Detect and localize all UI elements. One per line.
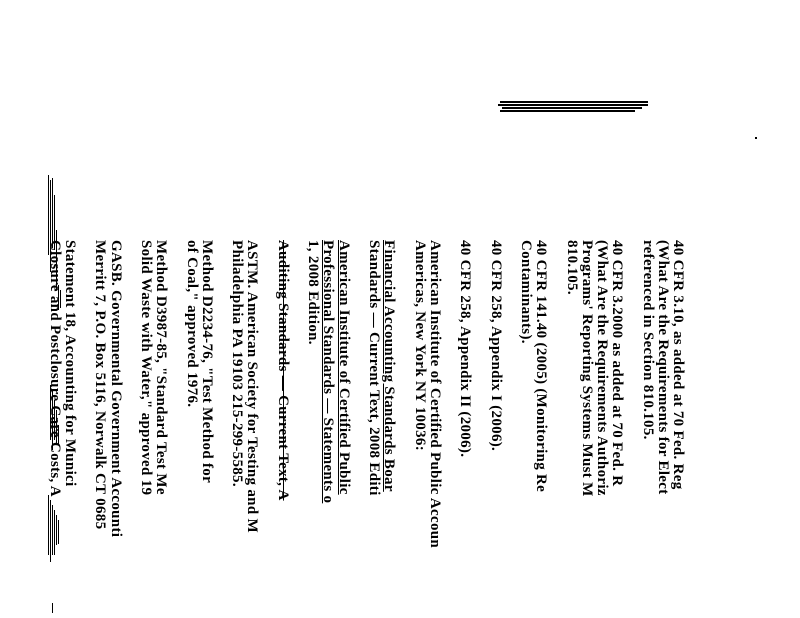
- document-line: 40 CFR 3.10, as added at 70 Fed. Reg: [670, 240, 686, 490]
- document-line: (What Are the Requirements Authoriz: [594, 240, 610, 496]
- document-line: Closure and Postclosure Care Costs, A: [46, 240, 63, 497]
- document-line: 810.105.: [563, 240, 580, 295]
- document-line: Philadelphia PA 19103 215-299-5585.: [229, 240, 246, 487]
- document-line: (What Are the Requirements for Elect: [654, 240, 671, 495]
- document-line: of Coal," approved 1976.: [183, 240, 200, 408]
- document-line: American Institute of Certified Public: [335, 240, 352, 495]
- document-line: Method D3987-85, "Standard Test Me: [153, 240, 170, 495]
- document-line: Professional Standards — Statements o: [320, 240, 337, 504]
- document-line: Merritt 7, P.O. Box 5116, Norwalk CT 0685: [92, 240, 109, 530]
- document-body: [46, 140, 686, 618]
- document-line: Statement 18, Accounting for Munici: [62, 240, 78, 487]
- document-line: 40 CFR 3.2000 as added at 70 Fed. R: [609, 240, 626, 487]
- document-line: GASB. Governmental Government Accounti: [107, 240, 124, 538]
- document-line: Financial Accounting Standards Boar: [381, 240, 398, 492]
- document-line: Americas, New York NY 10036:: [411, 240, 428, 451]
- document-line: Programs' Reporting Systems Must M: [578, 240, 595, 497]
- document-line: Method D2234-76, "Test Method for: [198, 240, 215, 484]
- document-line: 40 CFR 258, Appendix II (2006).: [457, 240, 474, 458]
- document-line: Auditing Standards — Current Text, A: [274, 240, 291, 501]
- document-line: Standards — Current Text, 2008 Editi: [366, 240, 382, 496]
- speck: [755, 137, 757, 139]
- document-line: Solid Waste with Water," approved 19: [138, 240, 154, 496]
- document-line: referenced in Section 810.105.: [639, 240, 656, 440]
- document-line: Contaminants).: [518, 240, 534, 344]
- document-line: ASTM. American Society for Testing and M: [244, 240, 261, 533]
- document-line: 1, 2008 Edition.: [305, 240, 322, 345]
- document-line: American Institute of Certified Public Accoun: [426, 240, 443, 549]
- document-line: 40 CFR 141.40 (2005) (Monitoring Re: [533, 240, 550, 493]
- document-line: 40 CFR 258, Appendix I (2006).: [487, 240, 504, 452]
